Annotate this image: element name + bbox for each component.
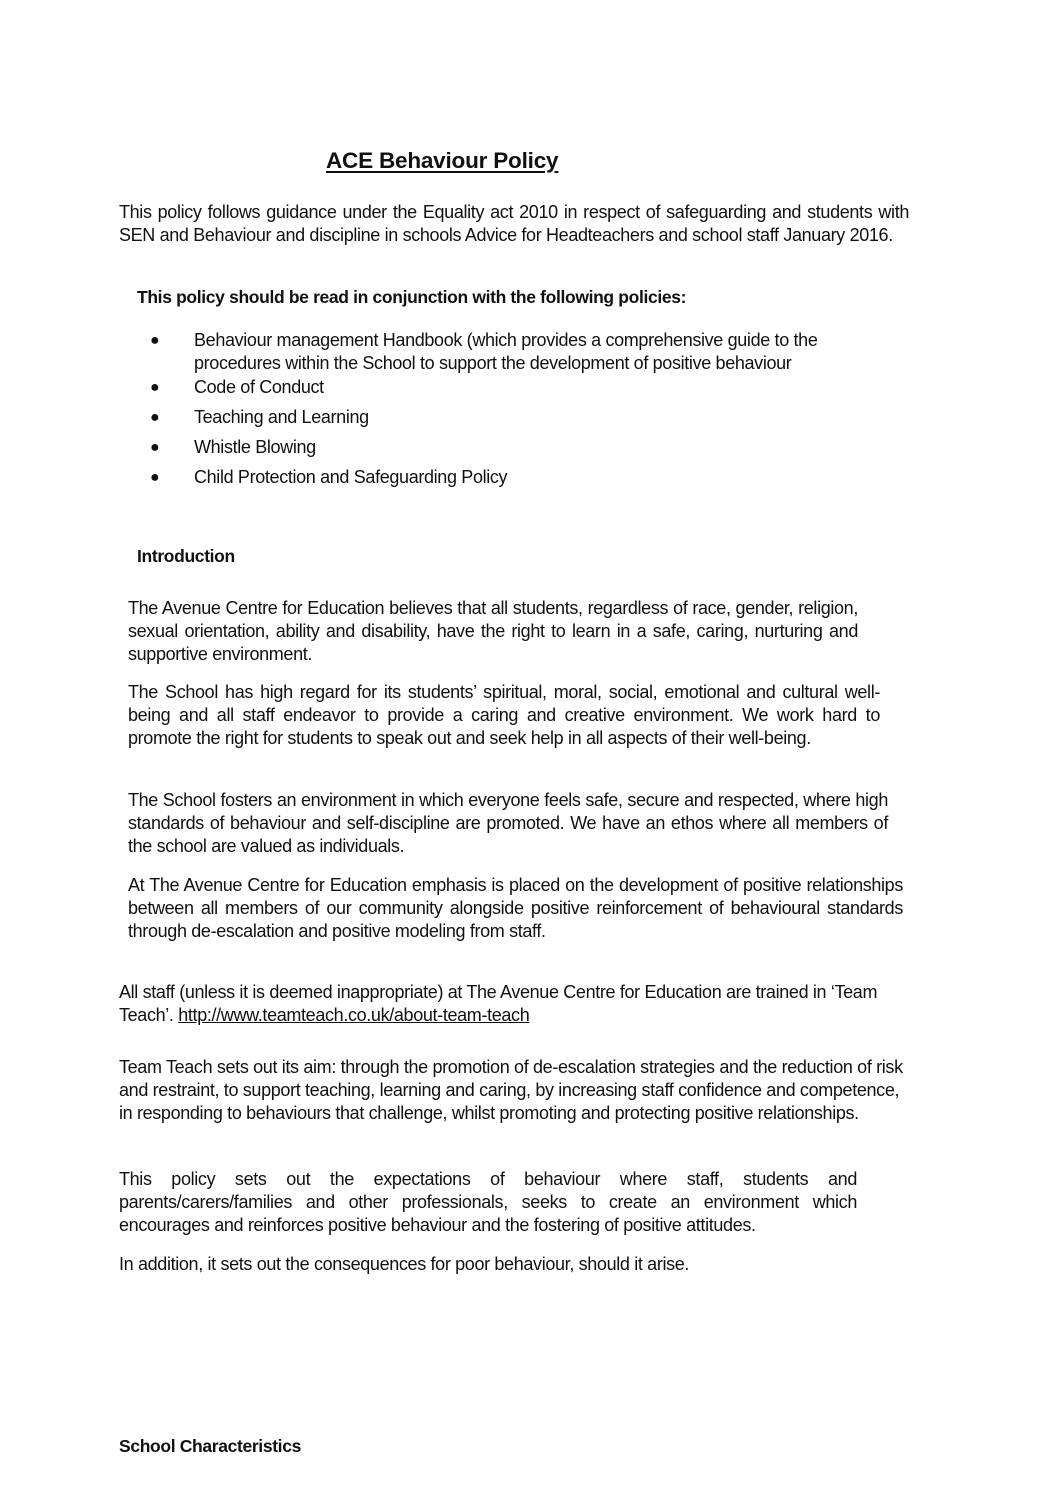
- team-teach-aim-paragraph: Team Teach sets out its aim: through the promotion of de-escalation strategies and the reduction of risk and restraint, to support teaching, learning and caring, by increasing staff confidence and competence, in responding to behaviours that challenge, whilst promoting and protecting positive relationships.: [119, 1057, 903, 1123]
- school-characteristics-heading: School Characteristics: [119, 1436, 301, 1456]
- team-teach-link[interactable]: http://www.teamteach.co.uk/about-team-teach: [178, 1005, 530, 1025]
- introduction-heading: Introduction: [137, 546, 235, 566]
- bullet-icon: ●: [150, 332, 160, 349]
- policies-list: [150, 329, 870, 489]
- read-with-heading: This policy should be read in conjunction with the following policies:: [137, 287, 687, 307]
- page-title: ACE Behaviour Policy: [326, 148, 559, 173]
- introduction-paragraph-4: At The Avenue Centre for Education emphasis is placed on the development of positive relationships between all members of our community alongside positive reinforcement of behavioural standards through de-escalation and positive modeling from staff.: [128, 875, 903, 941]
- bullet-icon: ●: [150, 439, 160, 456]
- introduction-paragraph-2: The School has high regard for its students’ spiritual, moral, social, emotional and cultural well-being and all staff endeavor to provide a caring and creative environment. We work hard to promote the right for students to speak out and seek help in all aspects of their well-being.: [128, 682, 880, 748]
- policy-item: [150, 436, 870, 459]
- policy-item-label: Whistle Blowing: [194, 437, 316, 457]
- policy-item-label: Teaching and Learning: [194, 407, 369, 427]
- intro-paragraph: This policy follows guidance under the Equality act 2010 in respect of safeguarding and students with SEN and Behaviour and discipline in schools Advice for Headteachers and school staff January 2016.: [119, 202, 909, 245]
- consequences-paragraph: In addition, it sets out the consequences for poor behaviour, should it arise.: [119, 1254, 690, 1274]
- policy-item-label: Code of Conduct: [194, 377, 324, 397]
- bullet-icon: ●: [150, 379, 160, 396]
- policy-item: [150, 406, 870, 429]
- team-teach-training-text: All staff (unless it is deemed inappropriate) at The Avenue Centre for Education are trained in ‘Team Teach’.: [119, 982, 878, 1025]
- bullet-icon: ●: [150, 469, 160, 486]
- expectations-paragraph: This policy sets out the expectations of behaviour where staff, students and parents/carers/families and other professionals, seeks to create an environment which encourages and reinforces positive behaviour and the fostering of positive attitudes.: [119, 1169, 857, 1235]
- introduction-paragraph-1: The Avenue Centre for Education believes that all students, regardless of race, gender, religion, sexual orientation, ability and disability, have the right to learn in a safe, caring, nurturing and supportive environment.: [128, 598, 858, 664]
- policy-item-label: Child Protection and Safeguarding Policy: [194, 467, 508, 487]
- introduction-paragraph-3: The School fosters an environment in which everyone feels safe, secure and respected, where high standards of behaviour and self-discipline are promoted. We have an ethos where all members of the school are valued as individuals.: [128, 790, 888, 856]
- policy-item-label: Behaviour management Handbook (which provides a comprehensive guide to the procedures within the School to support the development of positive behaviour: [194, 330, 818, 373]
- policy-item: [150, 329, 870, 375]
- bullet-icon: ●: [150, 409, 160, 426]
- policy-item: [150, 376, 870, 399]
- policy-item: [150, 466, 870, 489]
- team-teach-training-paragraph: [119, 981, 919, 1027]
